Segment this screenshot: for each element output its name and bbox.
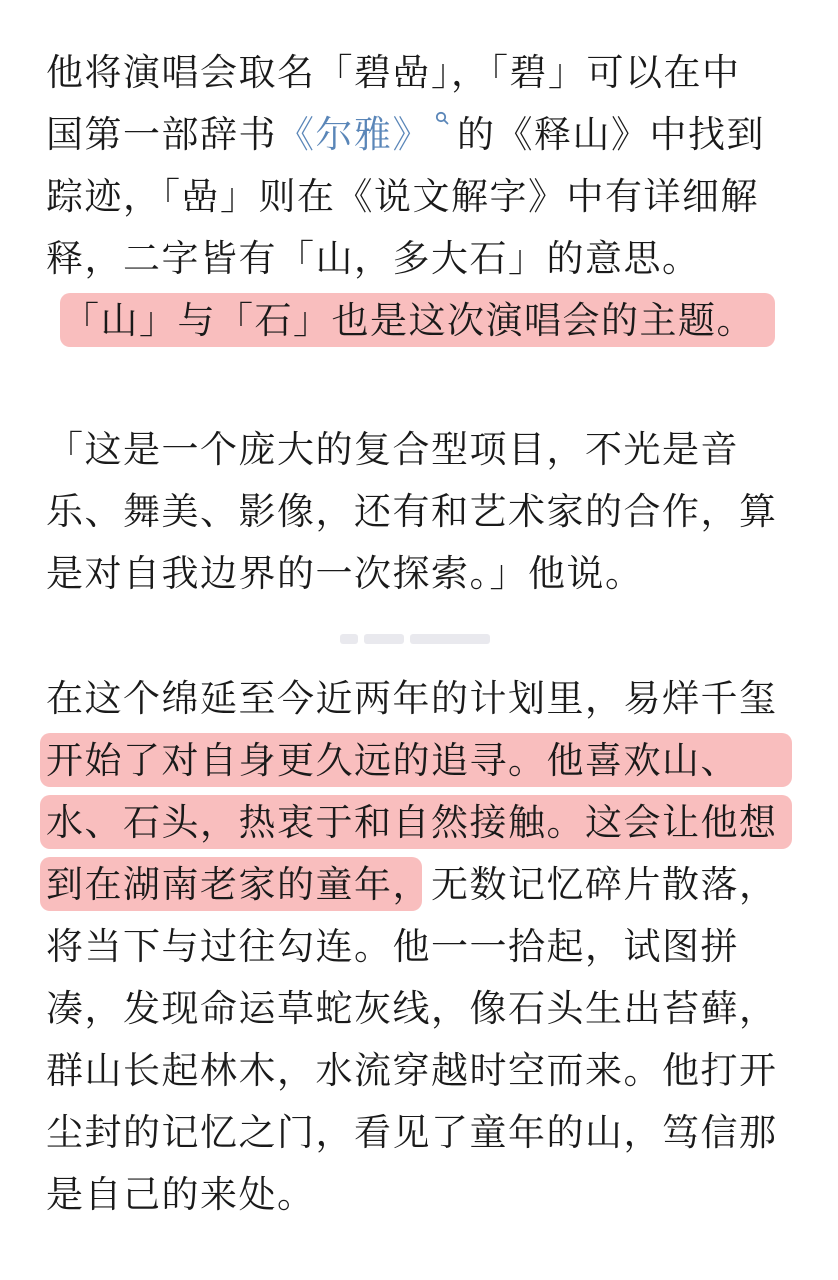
- p2-line1: 「这是一个庞大的复合型项目，不光是音: [46, 428, 739, 471]
- p1-line4: 释，二字皆有「山，多大石」的意思。: [46, 237, 701, 280]
- p1-line1: 他将演唱会取名「碧嵒」，「碧」可以在中: [46, 51, 741, 94]
- p1-line2: [46, 110, 765, 160]
- p2-line2: 乐、舞美、影像，还有和艺术家的合作，算: [46, 490, 778, 533]
- p3-line8: 尘封的记忆之门，看见了童年的山，笃信那: [46, 1111, 778, 1154]
- p3-line2: 开始了对自身更久远的追寻。他喜欢山、: [46, 739, 739, 782]
- p3-line1: 在这个绵延至今近两年的计划里，易烊千玺: [46, 677, 778, 720]
- p2-line3: 是对自我边界的一次探索。」他说。: [46, 552, 644, 595]
- p1-line3: 踪迹，「嵒」则在《说文解字》中有详细解: [46, 175, 759, 218]
- p3-line4-highlight: 到在湖南老家的童年，: [46, 863, 431, 906]
- search-icon[interactable]: [435, 88, 449, 102]
- p3-line6: 凑，发现命运草蛇灰线，像石头生出苔藓，: [46, 987, 778, 1030]
- p3-line4-rest: 无数记忆碎片散落，: [431, 863, 778, 906]
- p1-line5: 「山」与「石」也是这次演唱会的主题。: [62, 299, 755, 342]
- p3-line7: 群山长起林木，水流穿越时空而来。他打开: [46, 1049, 778, 1092]
- watermark: [340, 628, 500, 650]
- p3-line9: 是自己的来处。: [46, 1173, 316, 1216]
- p3-line4: [46, 860, 778, 910]
- p3-line3: 水、石头，热衷于和自然接触。这会让他想: [46, 801, 778, 844]
- p1-line2-prefix: 国第一部辞书: [46, 113, 277, 156]
- p1-line2-suffix: 的《释山》中找到: [457, 113, 765, 156]
- erya-link[interactable]: 《尔雅》: [277, 113, 431, 156]
- p3-line5: 将当下与过往勾连。他一一拾起，试图拼: [46, 925, 739, 968]
